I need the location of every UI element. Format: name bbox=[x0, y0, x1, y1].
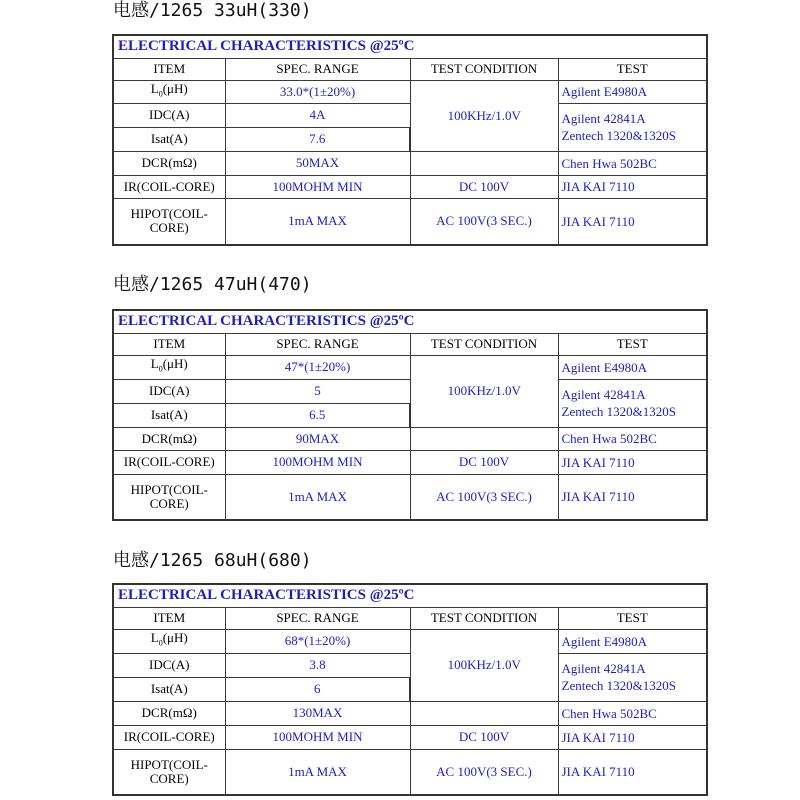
item-ir: IR(COIL-CORE) bbox=[113, 725, 225, 749]
spec-ir: 100MOHM MIN bbox=[225, 175, 410, 198]
test-dcr: Chen Hwa 502BC bbox=[558, 151, 707, 175]
cond-hipot: AC 100V(3 SEC.) bbox=[410, 474, 558, 520]
item-inductance: $L_0(\mu H)$ bbox=[113, 355, 225, 379]
cond-ir: DC 100V bbox=[410, 450, 558, 474]
spec-isat: 6.5 bbox=[225, 403, 410, 427]
cond-frequency: 100KHz/1.0V bbox=[410, 629, 558, 701]
spec-ir: 100MOHM MIN bbox=[225, 725, 410, 749]
item-hipot: HIPOT(COIL- CORE) bbox=[113, 198, 225, 245]
item-idc: IDC(A) bbox=[113, 379, 225, 403]
header-test-condition: TEST CONDITION bbox=[410, 607, 558, 629]
header-spec-range: SPEC. RANGE bbox=[225, 333, 410, 355]
test-current: Agilent 42841A Zentech 1320&1320S bbox=[558, 379, 707, 427]
cond-dcr bbox=[410, 427, 558, 450]
electrical-characteristics-table bbox=[112, 34, 708, 246]
spec-inductance: 33.0*(1±20%) bbox=[225, 80, 410, 103]
cond-dcr bbox=[410, 701, 558, 725]
test-current: Agilent 42841A Zentech 1320&1320S bbox=[558, 653, 707, 701]
cond-dcr bbox=[410, 151, 558, 175]
item-ir: IR(COIL-CORE) bbox=[113, 450, 225, 474]
test-ir: JIA KAI 7110 bbox=[558, 175, 707, 198]
spec-hipot: 1mA MAX bbox=[225, 198, 410, 245]
header-test: TEST bbox=[558, 607, 707, 629]
spec-inductance: 68*(1±20%) bbox=[225, 629, 410, 653]
header-spec-range: SPEC. RANGE bbox=[225, 607, 410, 629]
spec-isat: 6 bbox=[225, 677, 410, 701]
cond-ir: DC 100V bbox=[410, 725, 558, 749]
spec-idc: 4A bbox=[225, 103, 410, 127]
section-heading: 电感/1265 33uH(330) bbox=[113, 0, 312, 21]
table-title: ELECTRICAL CHARACTERISTICS @25ºC bbox=[113, 310, 707, 333]
test-ir: JIA KAI 7110 bbox=[558, 450, 707, 474]
electrical-characteristics-table bbox=[112, 309, 708, 521]
test-ir: JIA KAI 7110 bbox=[558, 725, 707, 749]
item-inductance: $L_0(\mu H)$ bbox=[113, 80, 225, 103]
item-hipot: HIPOT(COIL- CORE) bbox=[113, 474, 225, 520]
electrical-characteristics-table bbox=[112, 583, 708, 796]
header-test: TEST bbox=[558, 58, 707, 80]
item-hipot: HIPOT(COIL- CORE) bbox=[113, 749, 225, 795]
header-item: ITEM bbox=[113, 607, 225, 629]
table-title: ELECTRICAL CHARACTERISTICS @25ºC bbox=[113, 35, 707, 58]
test-inductance: Agilent E4980A bbox=[558, 355, 707, 379]
item-dcr: DCR(mΩ) bbox=[113, 151, 225, 175]
item-idc: IDC(A) bbox=[113, 103, 225, 127]
spec-hipot: 1mA MAX bbox=[225, 749, 410, 795]
cond-frequency: 100KHz/1.0V bbox=[410, 355, 558, 427]
cond-hipot: AC 100V(3 SEC.) bbox=[410, 198, 558, 245]
spec-inductance: 47*(1±20%) bbox=[225, 355, 410, 379]
spec-ir: 100MOHM MIN bbox=[225, 450, 410, 474]
spec-hipot: 1mA MAX bbox=[225, 474, 410, 520]
cond-frequency: 100KHz/1.0V bbox=[410, 80, 558, 151]
test-dcr: Chen Hwa 502BC bbox=[558, 701, 707, 725]
item-dcr: DCR(mΩ) bbox=[113, 701, 225, 725]
section-heading: 电感/1265 47uH(470) bbox=[113, 274, 312, 295]
item-isat: Isat(A) bbox=[113, 403, 225, 427]
table-title: ELECTRICAL CHARACTERISTICS @25ºC bbox=[113, 584, 707, 607]
header-spec-range: SPEC. RANGE bbox=[225, 58, 410, 80]
section-heading: 电感/1265 68uH(680) bbox=[113, 550, 312, 571]
header-test: TEST bbox=[558, 333, 707, 355]
spec-isat: 7.6 bbox=[225, 127, 410, 151]
test-hipot: JIA KAI 7110 bbox=[558, 749, 707, 795]
header-test-condition: TEST CONDITION bbox=[410, 58, 558, 80]
test-inductance: Agilent E4980A bbox=[558, 80, 707, 103]
spec-dcr: 90MAX bbox=[225, 427, 410, 450]
item-idc: IDC(A) bbox=[113, 653, 225, 677]
test-current: Agilent 42841A Zentech 1320&1320S bbox=[558, 103, 707, 151]
test-hipot: JIA KAI 7110 bbox=[558, 474, 707, 520]
spec-dcr: 130MAX bbox=[225, 701, 410, 725]
header-item: ITEM bbox=[113, 333, 225, 355]
item-isat: Isat(A) bbox=[113, 127, 225, 151]
test-inductance: Agilent E4980A bbox=[558, 629, 707, 653]
cond-hipot: AC 100V(3 SEC.) bbox=[410, 749, 558, 795]
test-hipot: JIA KAI 7110 bbox=[558, 198, 707, 245]
item-inductance: $L_0(\mu H)$ bbox=[113, 629, 225, 653]
cond-ir: DC 100V bbox=[410, 175, 558, 198]
spec-idc: 3.8 bbox=[225, 653, 410, 677]
item-ir: IR(COIL-CORE) bbox=[113, 175, 225, 198]
test-dcr: Chen Hwa 502BC bbox=[558, 427, 707, 450]
header-test-condition: TEST CONDITION bbox=[410, 333, 558, 355]
spec-dcr: 50MAX bbox=[225, 151, 410, 175]
header-item: ITEM bbox=[113, 58, 225, 80]
item-isat: Isat(A) bbox=[113, 677, 225, 701]
spec-idc: 5 bbox=[225, 379, 410, 403]
item-dcr: DCR(mΩ) bbox=[113, 427, 225, 450]
